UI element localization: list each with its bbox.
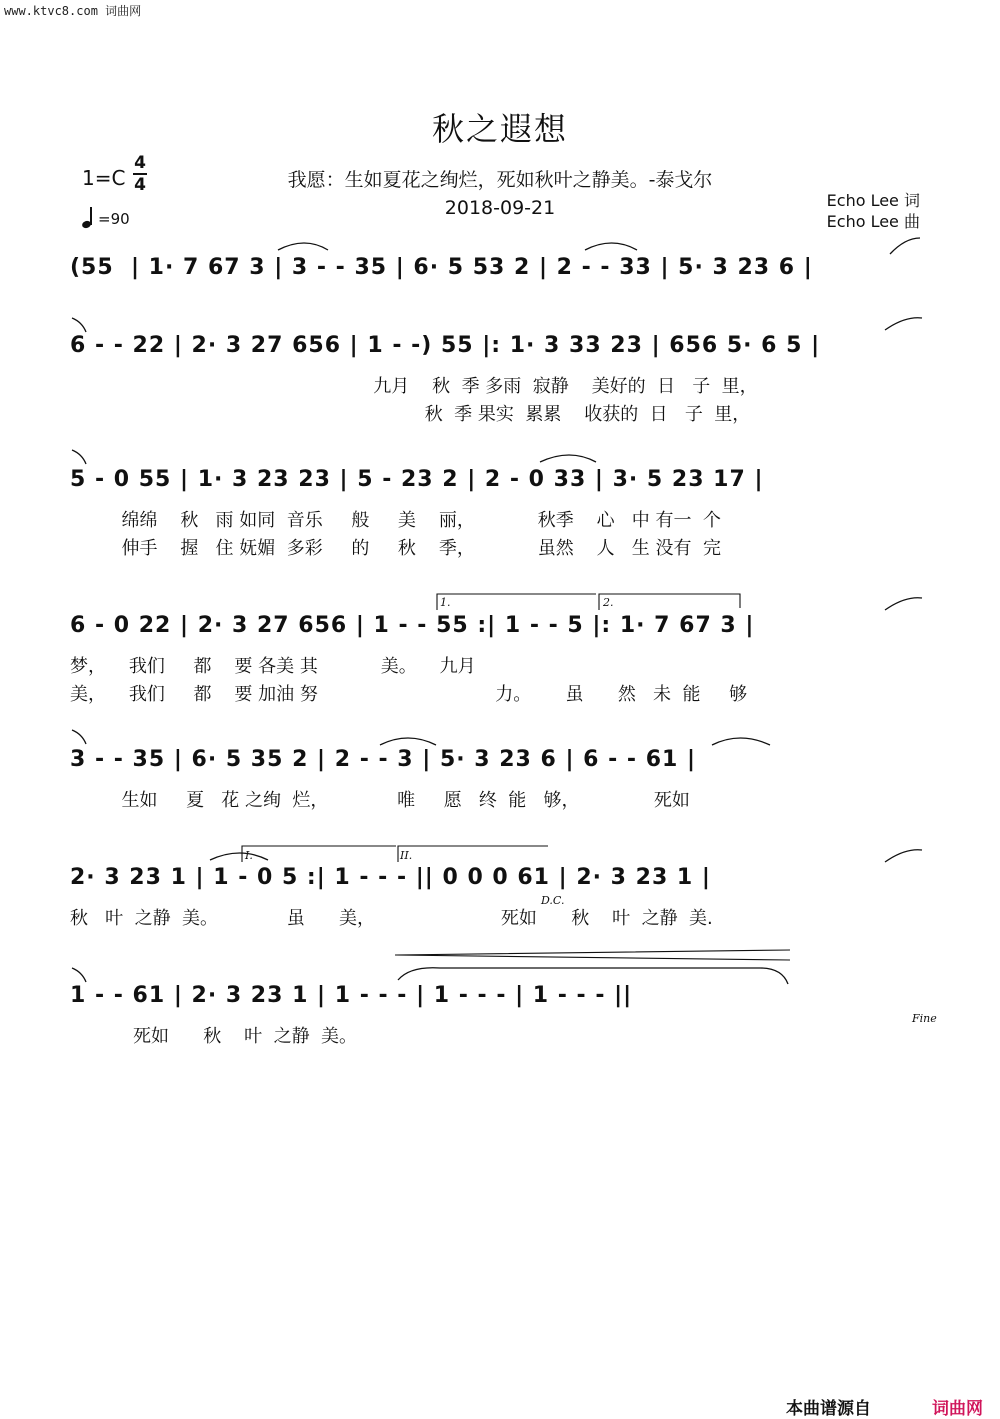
volta-bracket	[242, 846, 396, 862]
slur-mark	[890, 238, 920, 254]
score-row-5: 3 - - 35 | 6· 5 35 2 | 2 - - 3 | 5· 3 23 6 | 6 - - 61 |	[70, 747, 697, 772]
score-row-7: 1 - - 61 | 2· 3 23 1 | 1 - - - | 1 - - - | 1 - - - ||	[70, 983, 633, 1008]
time-signature-bottom: 4	[134, 175, 146, 195]
slur-mark	[278, 243, 328, 250]
score-row-1: (55 | 1· 7 67 3 | 3 - - 35 | 6· 5 53 2 | 2 - - 33 | 5· 3 23 6 |	[70, 255, 813, 280]
slur-mark	[585, 243, 637, 250]
volta-bracket	[599, 594, 740, 610]
lyric-row-3-verse-1: 绵绵 秋 雨 如同 音乐 般 美 丽， 秋季 心 中 有一 个	[70, 510, 721, 531]
epigraph-quote: 我愿：生如夏花之绚烂，死如秋叶之静美。-泰戈尔	[287, 169, 713, 191]
volta-I-label: I.	[245, 849, 253, 862]
slur-mark	[72, 318, 86, 332]
score-row-6: 2· 3 23 1 | 1 - 0 5 :| 1 - - - || 0 0 0 61 | 2· 3 23 1 |	[70, 865, 711, 890]
composition-date: 2018-09-21	[444, 197, 556, 219]
lyric-row-2-verse-2: 秋 季 果实 累累 收获的 日 子 里，	[70, 404, 751, 425]
lyric-row-2-verse-1: 九月 秋 季 多雨 寂静 美好的 日 子 里，	[70, 376, 758, 397]
slur-mark	[72, 450, 86, 464]
slur-mark	[72, 730, 86, 744]
score-row-2: 6 - - 22 | 2· 3 27 656 | 1 - -) 55 |: 1· 3 33 23 | 656 5· 6 5 |	[70, 333, 821, 358]
score-row-4: 6 - 0 22 | 2· 3 27 656 | 1 - - 55 :| 1 - - 5 |: 1· 7 67 3 |	[70, 613, 755, 638]
tie-mark	[398, 968, 788, 984]
time-signature-top: 4	[134, 153, 146, 173]
volta-2-label: 2.	[603, 596, 614, 609]
lyric-row-4-verse-1: 梦， 我们 都 要 各美 其 美。 九月	[70, 656, 476, 677]
fine-marking: Fine	[912, 1012, 937, 1025]
slur-mark	[380, 738, 436, 745]
slur-mark	[885, 318, 922, 330]
slur-mark	[885, 850, 922, 862]
decrescendo-hairpin	[395, 950, 790, 960]
slur-mark	[210, 853, 268, 860]
lyricist-credit: Echo Lee 词	[826, 191, 920, 210]
volta-II-label: II.	[400, 849, 413, 862]
lyric-row-5-verse-1: 生如 夏 花 之绚 烂， 唯 愿 终 能 够， 死如	[70, 790, 690, 811]
volta-bracket	[398, 846, 548, 862]
lyric-row-6-verse-1: 秋 叶 之静 美。 虽 美， 死如 秋 叶 之静 美.	[70, 908, 713, 929]
lyric-row-7-verse-1: 死如 秋 叶 之静 美。	[70, 1026, 358, 1047]
key-signature: 1=C	[82, 166, 126, 190]
slur-mark	[72, 968, 86, 982]
tempo-value: =90	[98, 210, 130, 228]
slur-mark	[885, 598, 922, 610]
lyric-row-3-verse-2: 伸手 握 住 妩媚 多彩 的 秋 季， 虽然 人 生 没有 完	[70, 538, 721, 559]
footer-brand-link[interactable]: 词曲网	[932, 1399, 983, 1419]
footer-source-label: 本曲谱源自	[786, 1399, 871, 1419]
site-watermark: www.ktvc8.com 词曲网	[4, 4, 142, 18]
composer-credit: Echo Lee 曲	[826, 212, 920, 231]
lyric-row-4-verse-2: 美， 我们 都 要 加油 努 力。 虽 然 未 能 够	[70, 684, 748, 705]
slur-mark	[540, 455, 596, 462]
song-title: 秋之遐想	[431, 110, 568, 148]
volta-bracket	[437, 594, 596, 610]
score-row-3: 5 - 0 55 | 1· 3 23 23 | 5 - 23 2 | 2 - 0 33 | 3· 5 23 17 |	[70, 467, 764, 492]
dc-marking: D.C.	[541, 894, 565, 907]
volta-1-label: 1.	[440, 596, 451, 609]
slur-mark	[712, 738, 770, 745]
